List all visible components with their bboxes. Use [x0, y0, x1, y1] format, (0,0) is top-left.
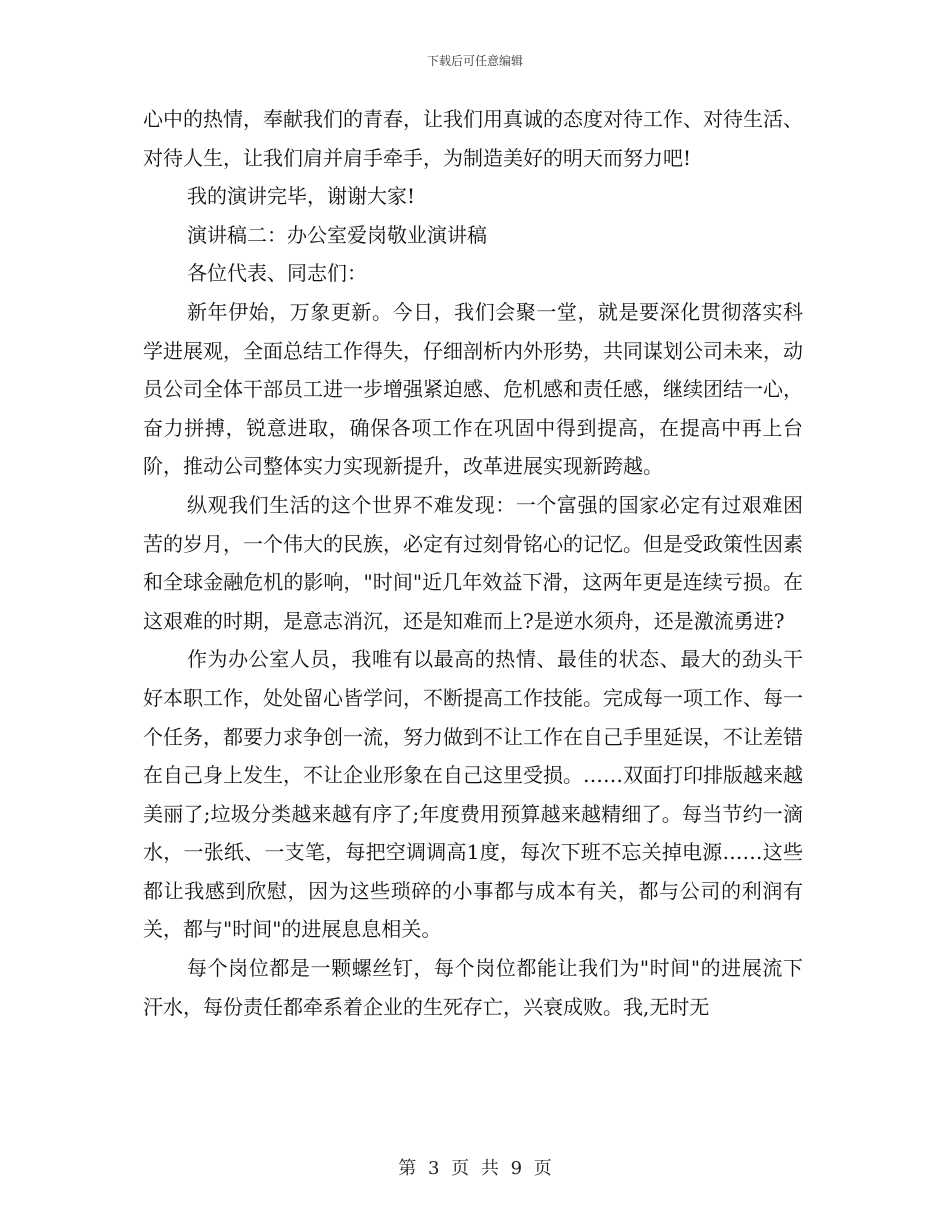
body-paragraph: 纵观我们生活的这个世界不难发现：一个富强的国家必定有过艰难困苦的岁月，一个伟大的民族，必定有过刻骨铭心的记忆。但是受政策性因素和全球金融危机的影响，"时间"近几年效益下滑，这两年更是连续亏损。在这艰难的时期，是意志消沉，还是知难而上?是逆水须舟，还是激流勇进?	[143, 492, 803, 633]
document-body	[143, 100, 803, 1026]
salutation: 各位代表、同志们：	[187, 261, 367, 286]
page-number-footer: 第 3 页 共 9 页	[398, 1158, 552, 1179]
section-heading: 演讲稿二：办公室爱岗敬业演讲稿	[187, 222, 487, 247]
page-header: 下载后可任意编辑	[426, 54, 523, 68]
body-paragraph: 我的演讲完毕，谢谢大家!	[187, 184, 416, 209]
body-paragraph: 每个岗位都是一颗螺丝钉，每个岗位都能让我们为"时间"的进展流下汗水，每份责任都牵系着企业的生死存亡，兴衰成败。我,无时无	[143, 956, 803, 1019]
body-paragraph: 新年伊始，万象更新。今日，我们会聚一堂，就是要深化贯彻落实科学进展观，全面总结工作得失，仔细剖析内外形势，共同谋划公司未来，动员公司全体干部员工进一步增强紧迫感、危机感和责任感，继续团结一心，奋力拼搏，锐意进取，确保各项工作在巩固中得到提高，在提高中再上台阶，推动公司整体实力实现新提升，改革进展实现新跨越。	[143, 299, 803, 479]
body-paragraph: 作为办公室人员，我唯有以最高的热情、最佳的状态、最大的劲头干好本职工作，处处留心皆学问，不断提高工作技能。完成每一项工作、每一个任务，都要力求争创一流，努力做到不让工作在自己手里延误，不让差错在自己身上发生，不让企业形象在自己这里受损。……双面打印排版越来越美丽了;垃圾分类越来越有序了;年度费用预算越来越精细了。每当节约一滴水，一张纸、一支笔，每把空调调高1度，每次下班不忘关掉电源……这些都让我感到欣慰，因为这些琐碎的小事都与成本有关，都与公司的利润有关，都与"时间"的进展息息相关。	[143, 647, 803, 942]
body-paragraph: 心中的热情，奉献我们的青春，让我们用真诚的态度对待工作、对待生活、对待人生，让我们肩并肩手牵手，为制造美好的明天而努力吧!	[143, 107, 803, 170]
